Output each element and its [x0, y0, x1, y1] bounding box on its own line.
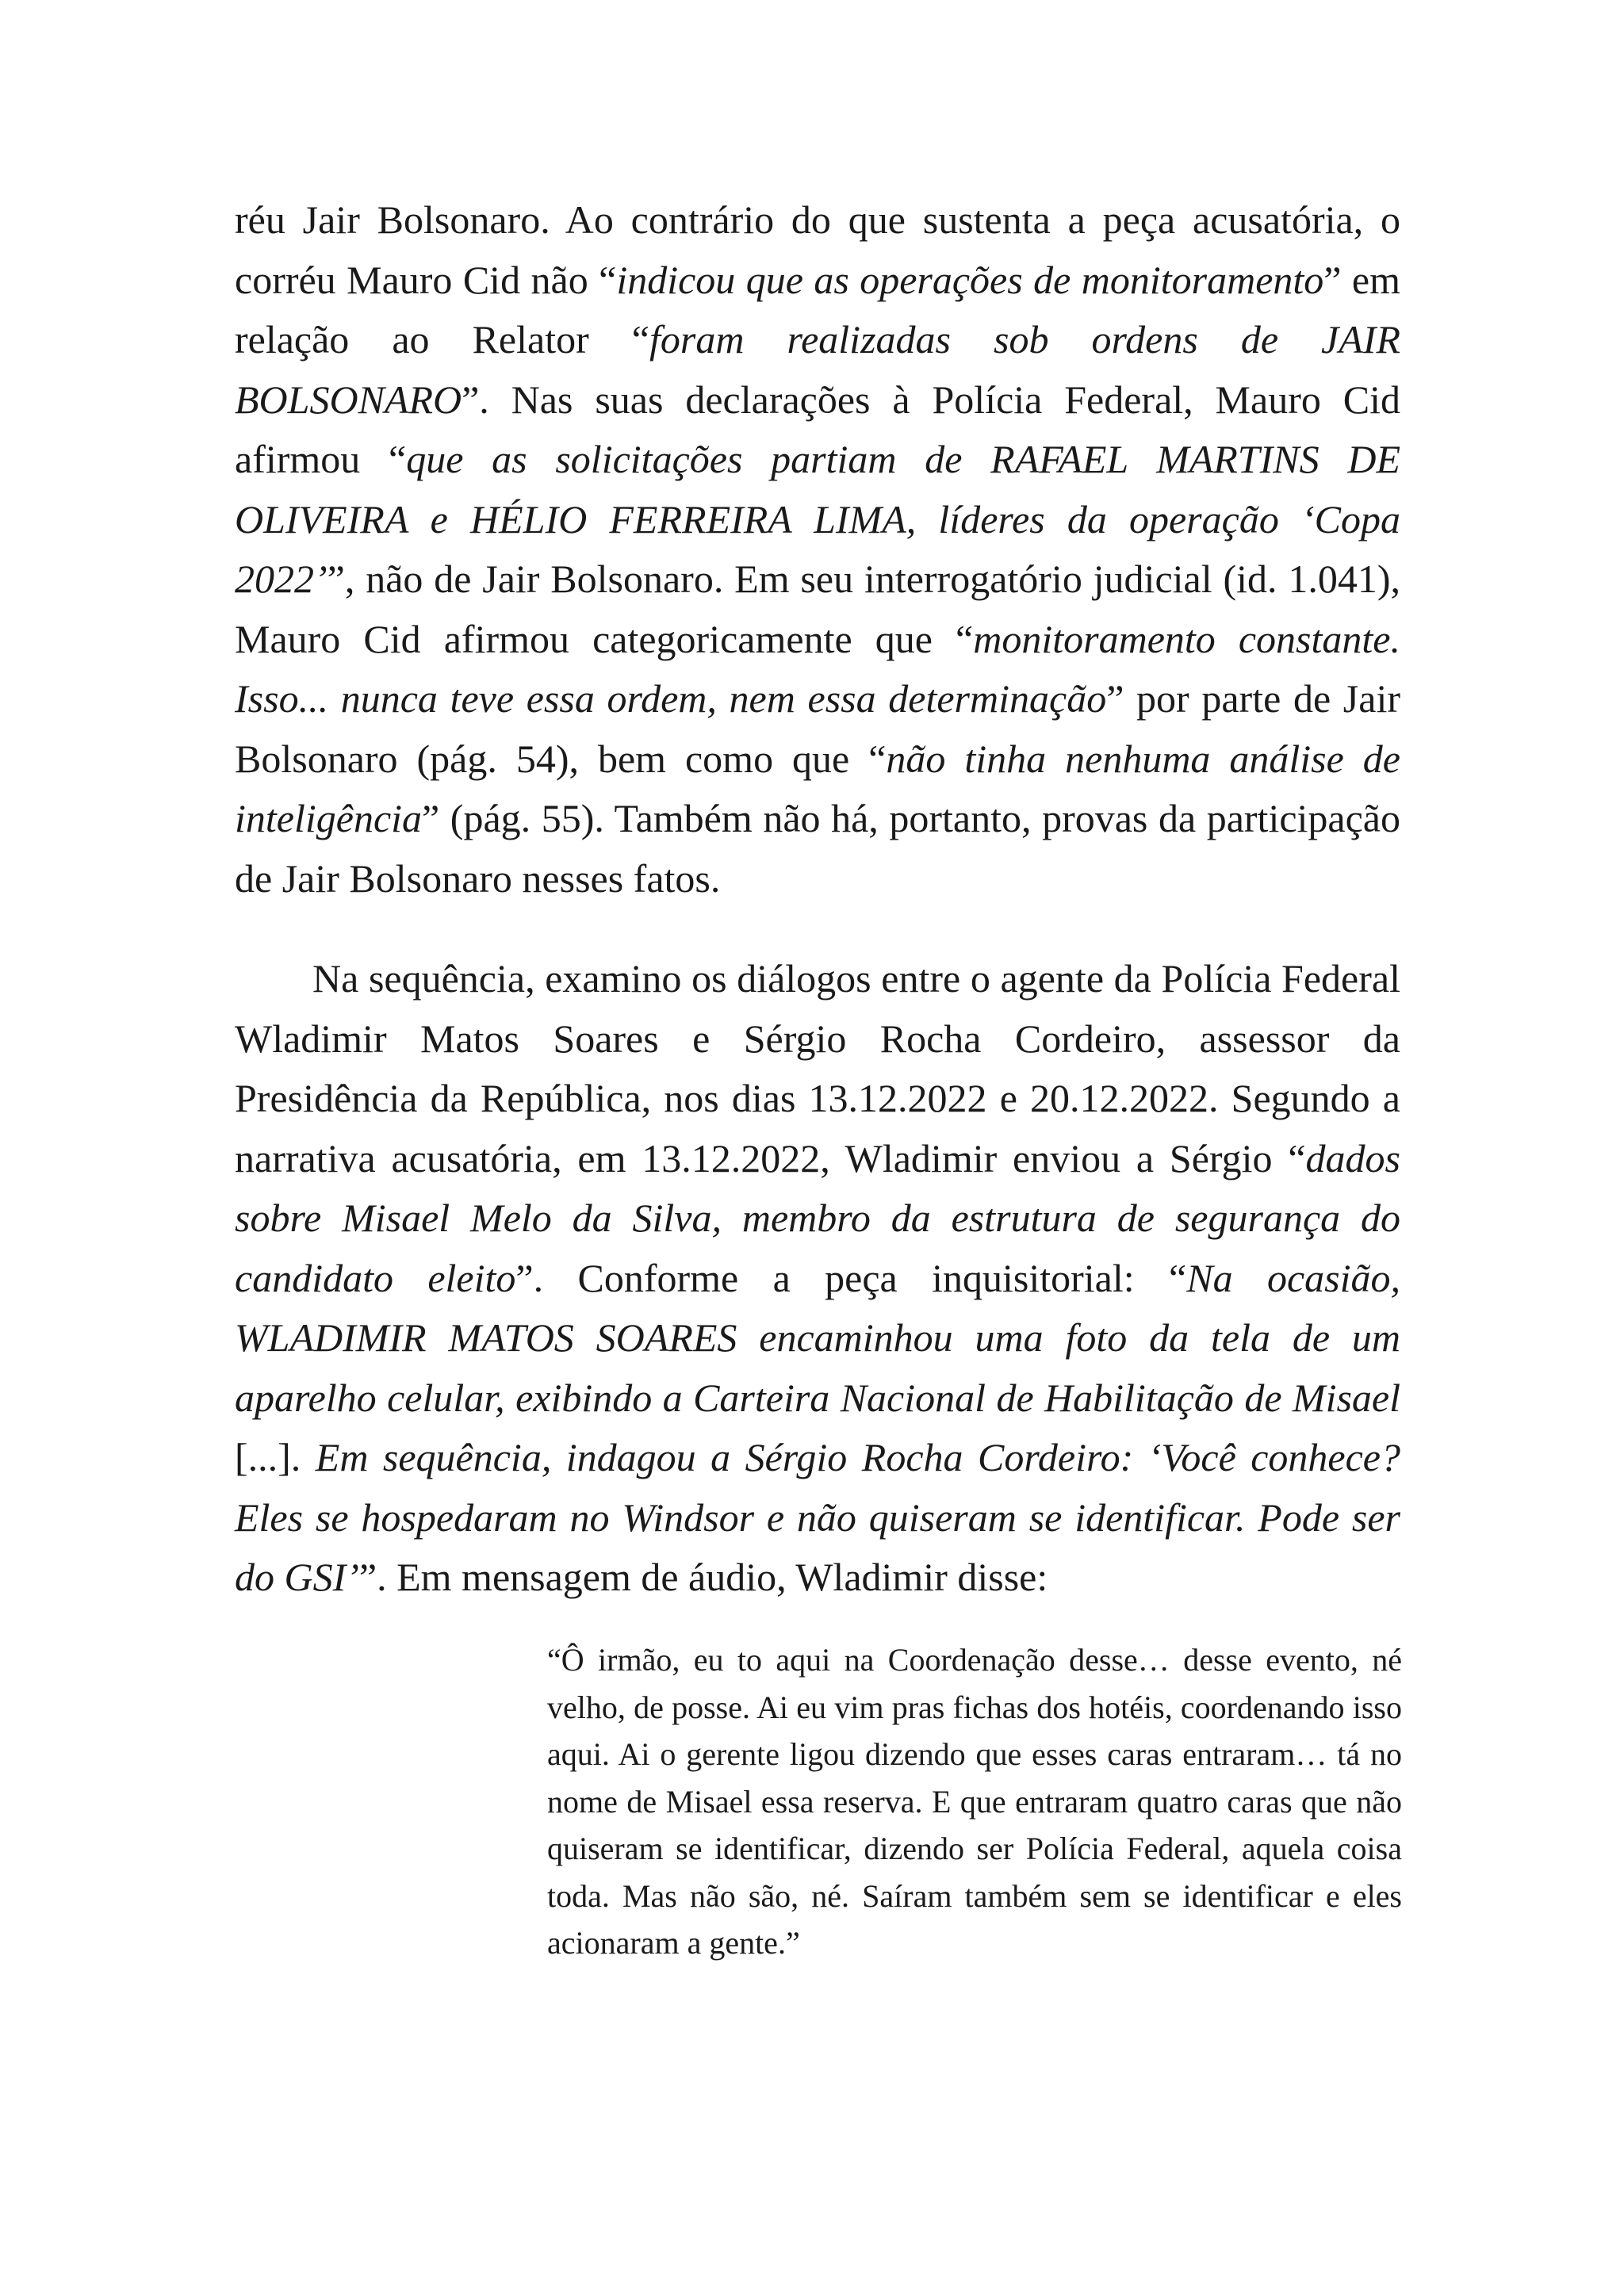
- text-run: ”. Conforme a peça inquisitorial: “: [515, 1255, 1187, 1300]
- text-run: Na sequência, examino os diálogos entre o agente da Polícia Federal Wladimir Matos Soares e Sérgio Rocha Cordeiro, assessor da Presidência da República, nos dias 13.12.2022 e 20.12.2022. Segundo a narrativa acusatória, em 13.12.2022, Wladimir enviou a Sérgio “: [235, 956, 1400, 1181]
- text-run: ”. Em mensagem de áudio, Wladimir disse:: [358, 1555, 1048, 1599]
- italic-quote: monitoramento constante. Isso... nunca teve essa ordem, nem essa determinação: [235, 616, 1400, 721]
- italic-quote: que as solicitações partiam de RAFAEL MARTINS DE OLIVEIRA e HÉLIO FERREIRA LIMA, líderes da operação ‘Copa 2022’: [235, 437, 1400, 601]
- text-run: [...].: [235, 1435, 316, 1479]
- italic-quote: Na ocasião, WLADIMIR MATOS SOARES encaminhou uma foto da tela de um aparelho celular, exibindo a Carteira Nacional de Habilitação de Misael: [235, 1255, 1400, 1420]
- paragraph-wladimir-dialogues: [235, 949, 1400, 1608]
- italic-quote: dados sobre Misael Melo da Silva, membro da estrutura de segurança do candidato eleito: [235, 1135, 1400, 1300]
- italic-quote: Em sequência, indagou a Sérgio Rocha Cordeiro: ‘Você conhece? Eles se hospedaram no Windsor e não quiseram se identificar. Pode ser do GSI’: [235, 1435, 1401, 1599]
- italic-quote: foram realizadas sob ordens de JAIR BOLSONARO: [235, 317, 1400, 422]
- paragraph-mauro-cid: [235, 190, 1400, 909]
- text-run: réu Jair Bolsonaro. Ao contrário do que sustenta a peça acusatória, o corréu Mauro Cid não “: [235, 197, 1400, 302]
- italic-quote: não tinha nenhuma análise de inteligência: [235, 736, 1400, 840]
- text-run: ” (pág. 55). Também não há, portanto, provas da participação de Jair Bolsonaro nesses fatos.: [235, 796, 1400, 901]
- text-run: ”. Nas suas declarações à Polícia Federal, Mauro Cid afirmou “: [235, 377, 1400, 481]
- italic-quote: indicou que as operações de monitoramento: [616, 257, 1324, 302]
- text-run: ”, não de Jair Bolsonaro. Em seu interrogatório judicial (id. 1.041), Mauro Cid afirmou categoricamente que “: [235, 557, 1400, 661]
- text-run: ” em relação ao Relator “: [235, 257, 1400, 362]
- block-quote-audio-message: “Ô irmão, eu to aqui na Coordenação desse… desse evento, né velho, de posse. Ai eu vim pras fichas dos hotéis, coordenando isso aqui. Ai o gerente ligou dizendo que esses caras entraram… tá no nome de Misael essa reserva. E que entraram quatro caras que não quiseram se identificar, dizendo ser Polícia Federal, aquela coisa toda. Mas não são, né. Saíram também sem se identificar e eles acionaram a gente.”: [547, 1642, 1402, 1961]
- text-run: ” por parte de Jair Bolsonaro (pág. 54), bem como que “: [235, 676, 1400, 781]
